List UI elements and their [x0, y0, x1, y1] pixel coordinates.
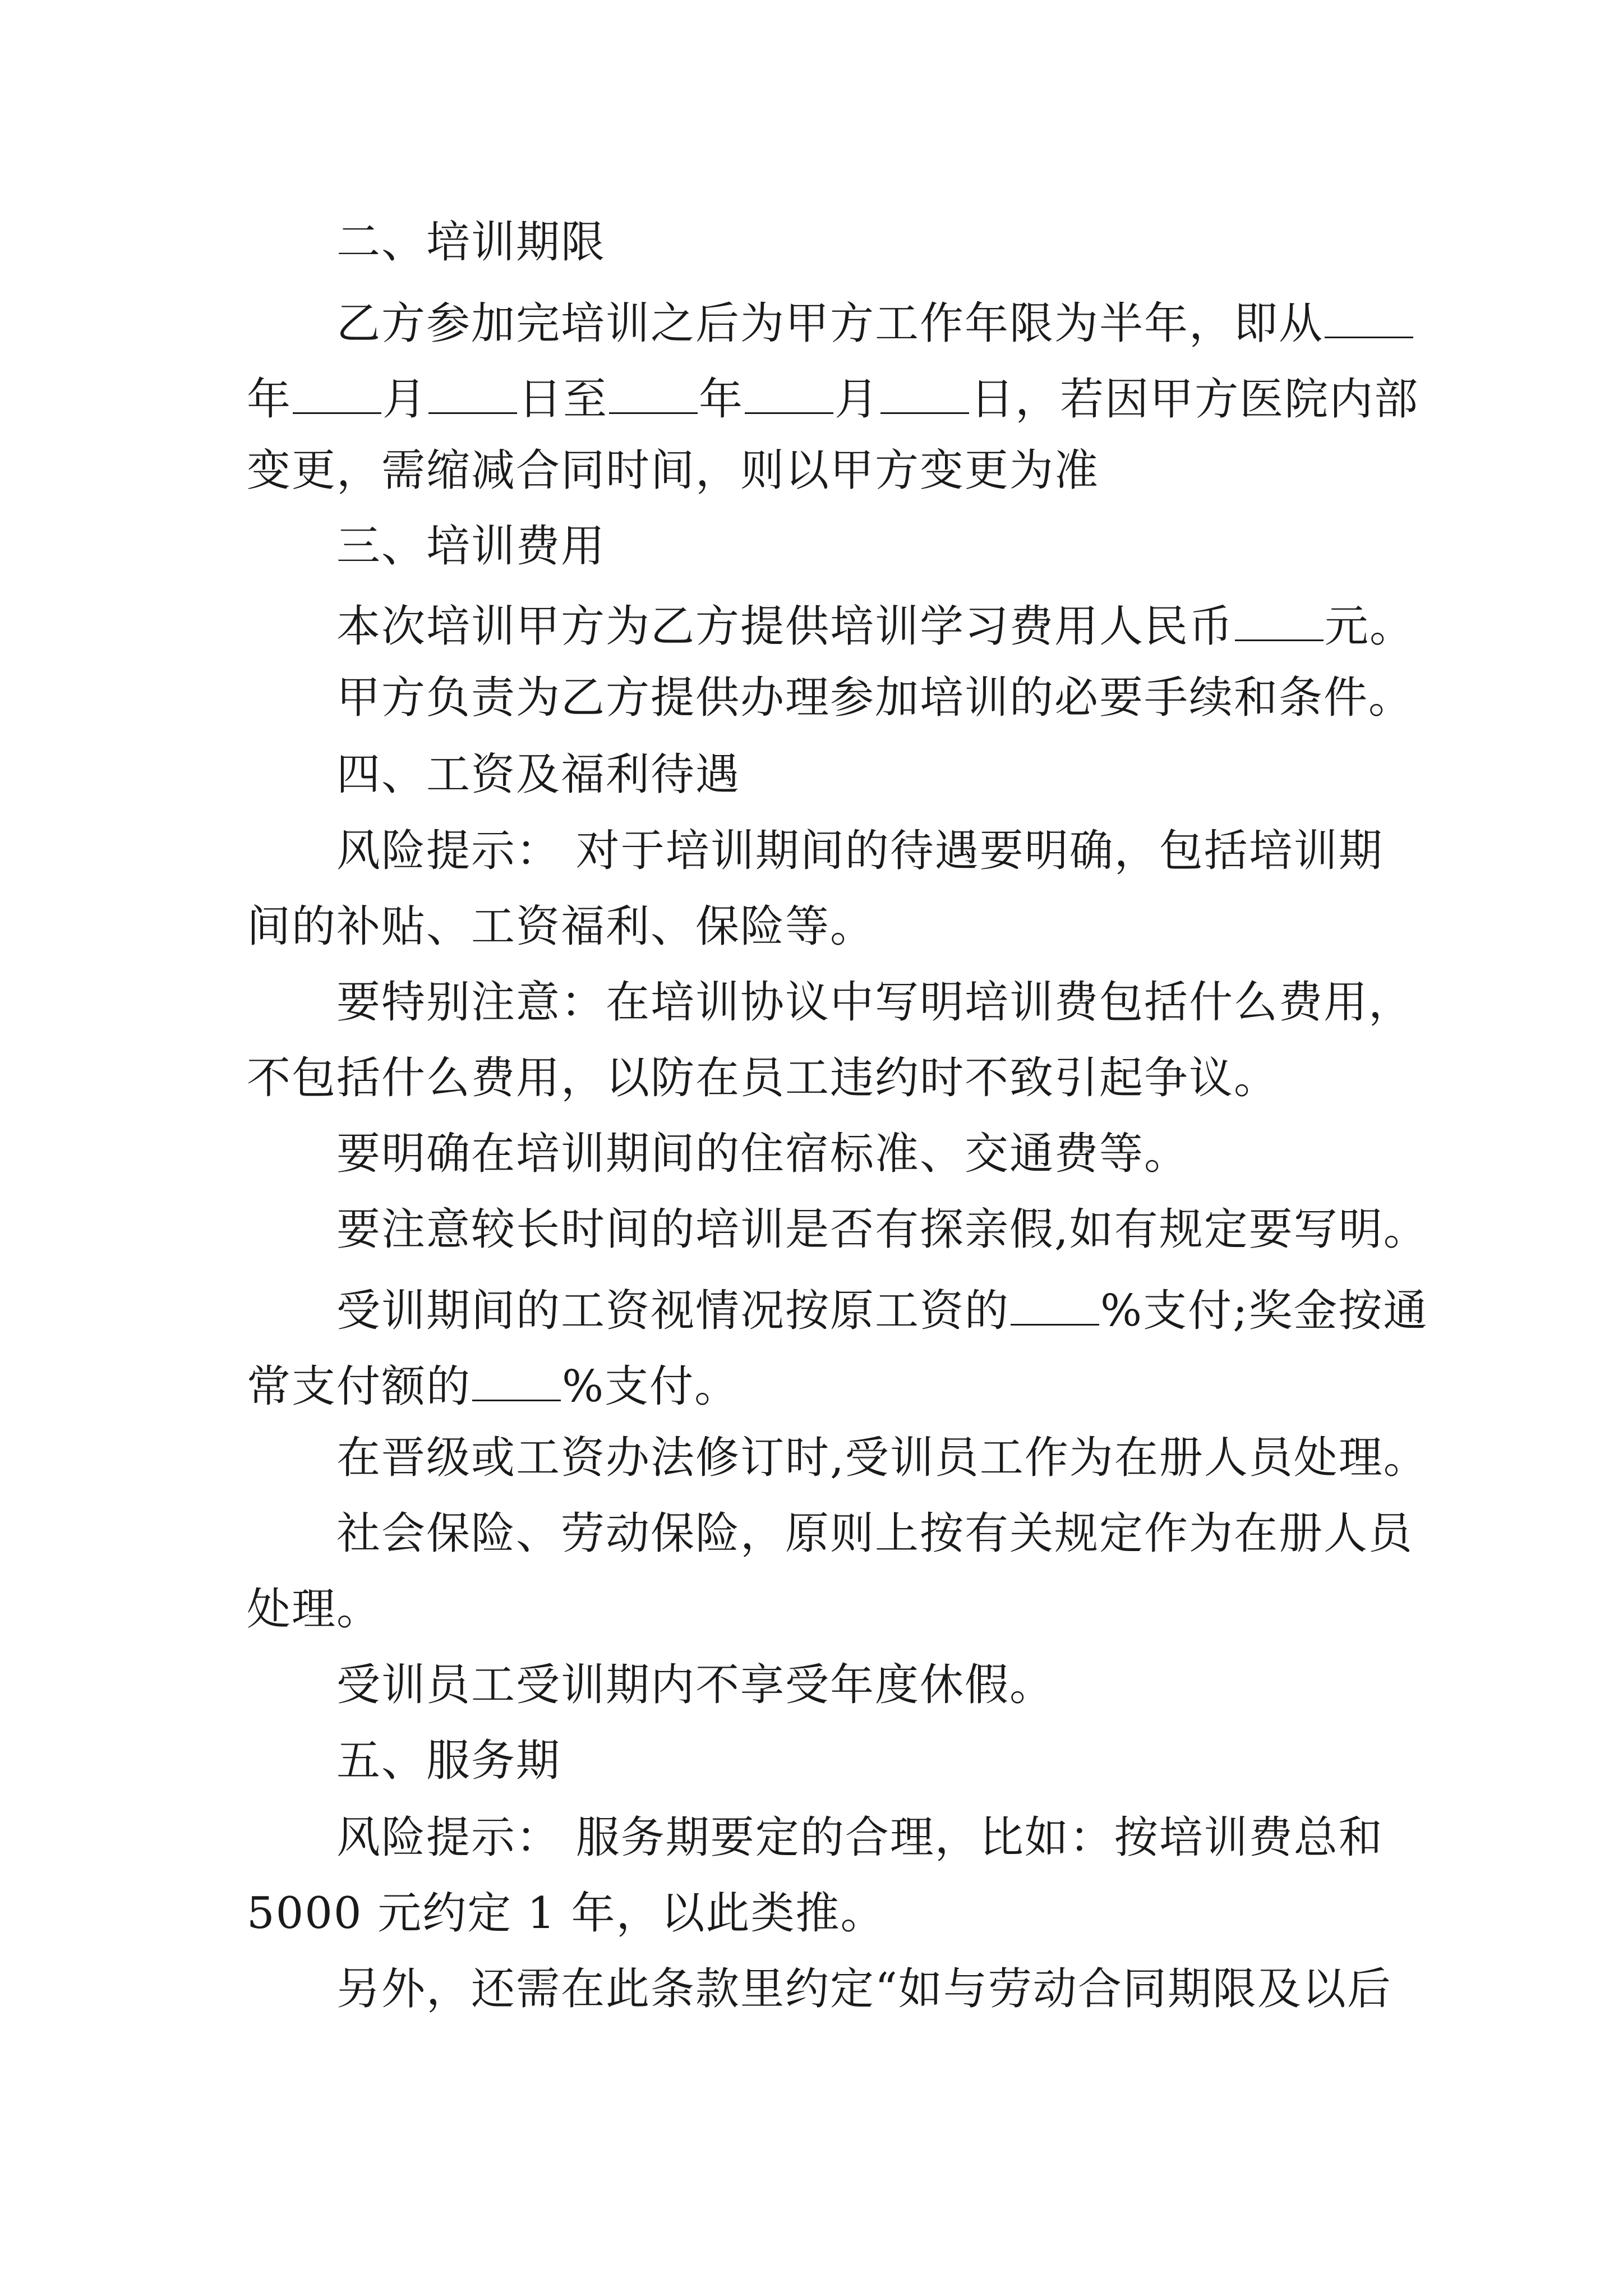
fill-in-blank [609, 373, 698, 414]
paragraph-line: 风险提示： 服务期要定的合理，比如：按培训费总和 [336, 1812, 1384, 1863]
paragraph-line [336, 297, 1414, 349]
paragraph-line: 甲方负责为乙方提供办理参加培训的必要手续和条件。 [336, 673, 1414, 723]
paragraph-text: 乙方参加完培训之后为甲方工作年限为半年，即从 [336, 298, 1324, 349]
fill-in-blank [1235, 600, 1324, 641]
fill-in-blank [1011, 1285, 1099, 1326]
paragraph-line: 变更，需缩减合同时间，则以甲方变更为准 [247, 445, 1100, 496]
paragraph-text: 月 [834, 374, 880, 425]
fill-in-blank [880, 373, 969, 414]
paragraph-text: 日至 [518, 374, 608, 425]
paragraph-text: %支付;奖金按通 [1100, 1286, 1428, 1337]
paragraph-text: 年 [699, 374, 744, 425]
fill-in-blank [745, 373, 833, 414]
paragraph-line: 要注意较长时间的培训是否有探亲假,如有规定要写明。 [336, 1204, 1428, 1255]
paragraph-line [247, 373, 1419, 425]
paragraph-line: 间的补贴、工资福利、保险等。 [247, 901, 875, 952]
paragraph-line: 要特别注意：在培训协议中写明培训费包括什么费用， [336, 977, 1414, 1028]
paragraph-line: 在晋级或工资办法修订时,受训员工作为在册人员处理。 [336, 1433, 1428, 1483]
section-heading-service-period: 五、服务期 [336, 1736, 561, 1786]
paragraph-text: 日，若因甲方医院内部 [970, 374, 1419, 425]
fill-in-blank [293, 373, 381, 414]
paragraph-line [247, 1360, 740, 1412]
paragraph-text: 本次培训甲方为乙方提供培训学习费用人民币 [336, 601, 1234, 652]
paragraph-line: 风险提示： 对于培训期间的待遇要明确，包括培训期 [336, 826, 1384, 876]
paragraph-text: 受训期间的工资视情况按原工资的 [336, 1286, 1010, 1337]
paragraph-line: 社会保险、劳动保险，原则上按有关规定作为在册人员 [336, 1508, 1414, 1559]
paragraph-line: 受训员工受训期内不享受年度休假。 [336, 1660, 1055, 1710]
paragraph-line: 处理。 [247, 1584, 382, 1635]
paragraph-line [336, 1285, 1428, 1337]
fill-in-blank [1325, 297, 1413, 338]
paragraph-line: 5000 元约定 1 年，以此类推。 [247, 1888, 886, 1939]
paragraph-line: 要明确在培训期间的住宿标准、交通费等。 [336, 1129, 1189, 1179]
paragraph-text: 年 [247, 374, 292, 425]
fill-in-blank [428, 373, 517, 414]
paragraph-line [336, 600, 1415, 652]
paragraph-text: 元。 [1325, 601, 1415, 652]
fill-in-blank [472, 1360, 561, 1401]
section-heading-training-fees: 三、培训费用 [336, 521, 606, 572]
paragraph-text: %支付。 [562, 1361, 740, 1412]
paragraph-text: 月 [382, 374, 428, 425]
section-heading-training-period: 二、培训期限 [336, 217, 606, 268]
section-heading-wages-benefits: 四、工资及福利待遇 [336, 749, 741, 800]
paragraph-line: 不包括什么费用，以防在员工违约时不致引起争议。 [247, 1053, 1279, 1103]
paragraph-line: 另外，还需在此条款里约定“如与劳动合同期限及以后 [336, 1964, 1392, 2014]
paragraph-text: 常支付额的 [247, 1361, 472, 1412]
